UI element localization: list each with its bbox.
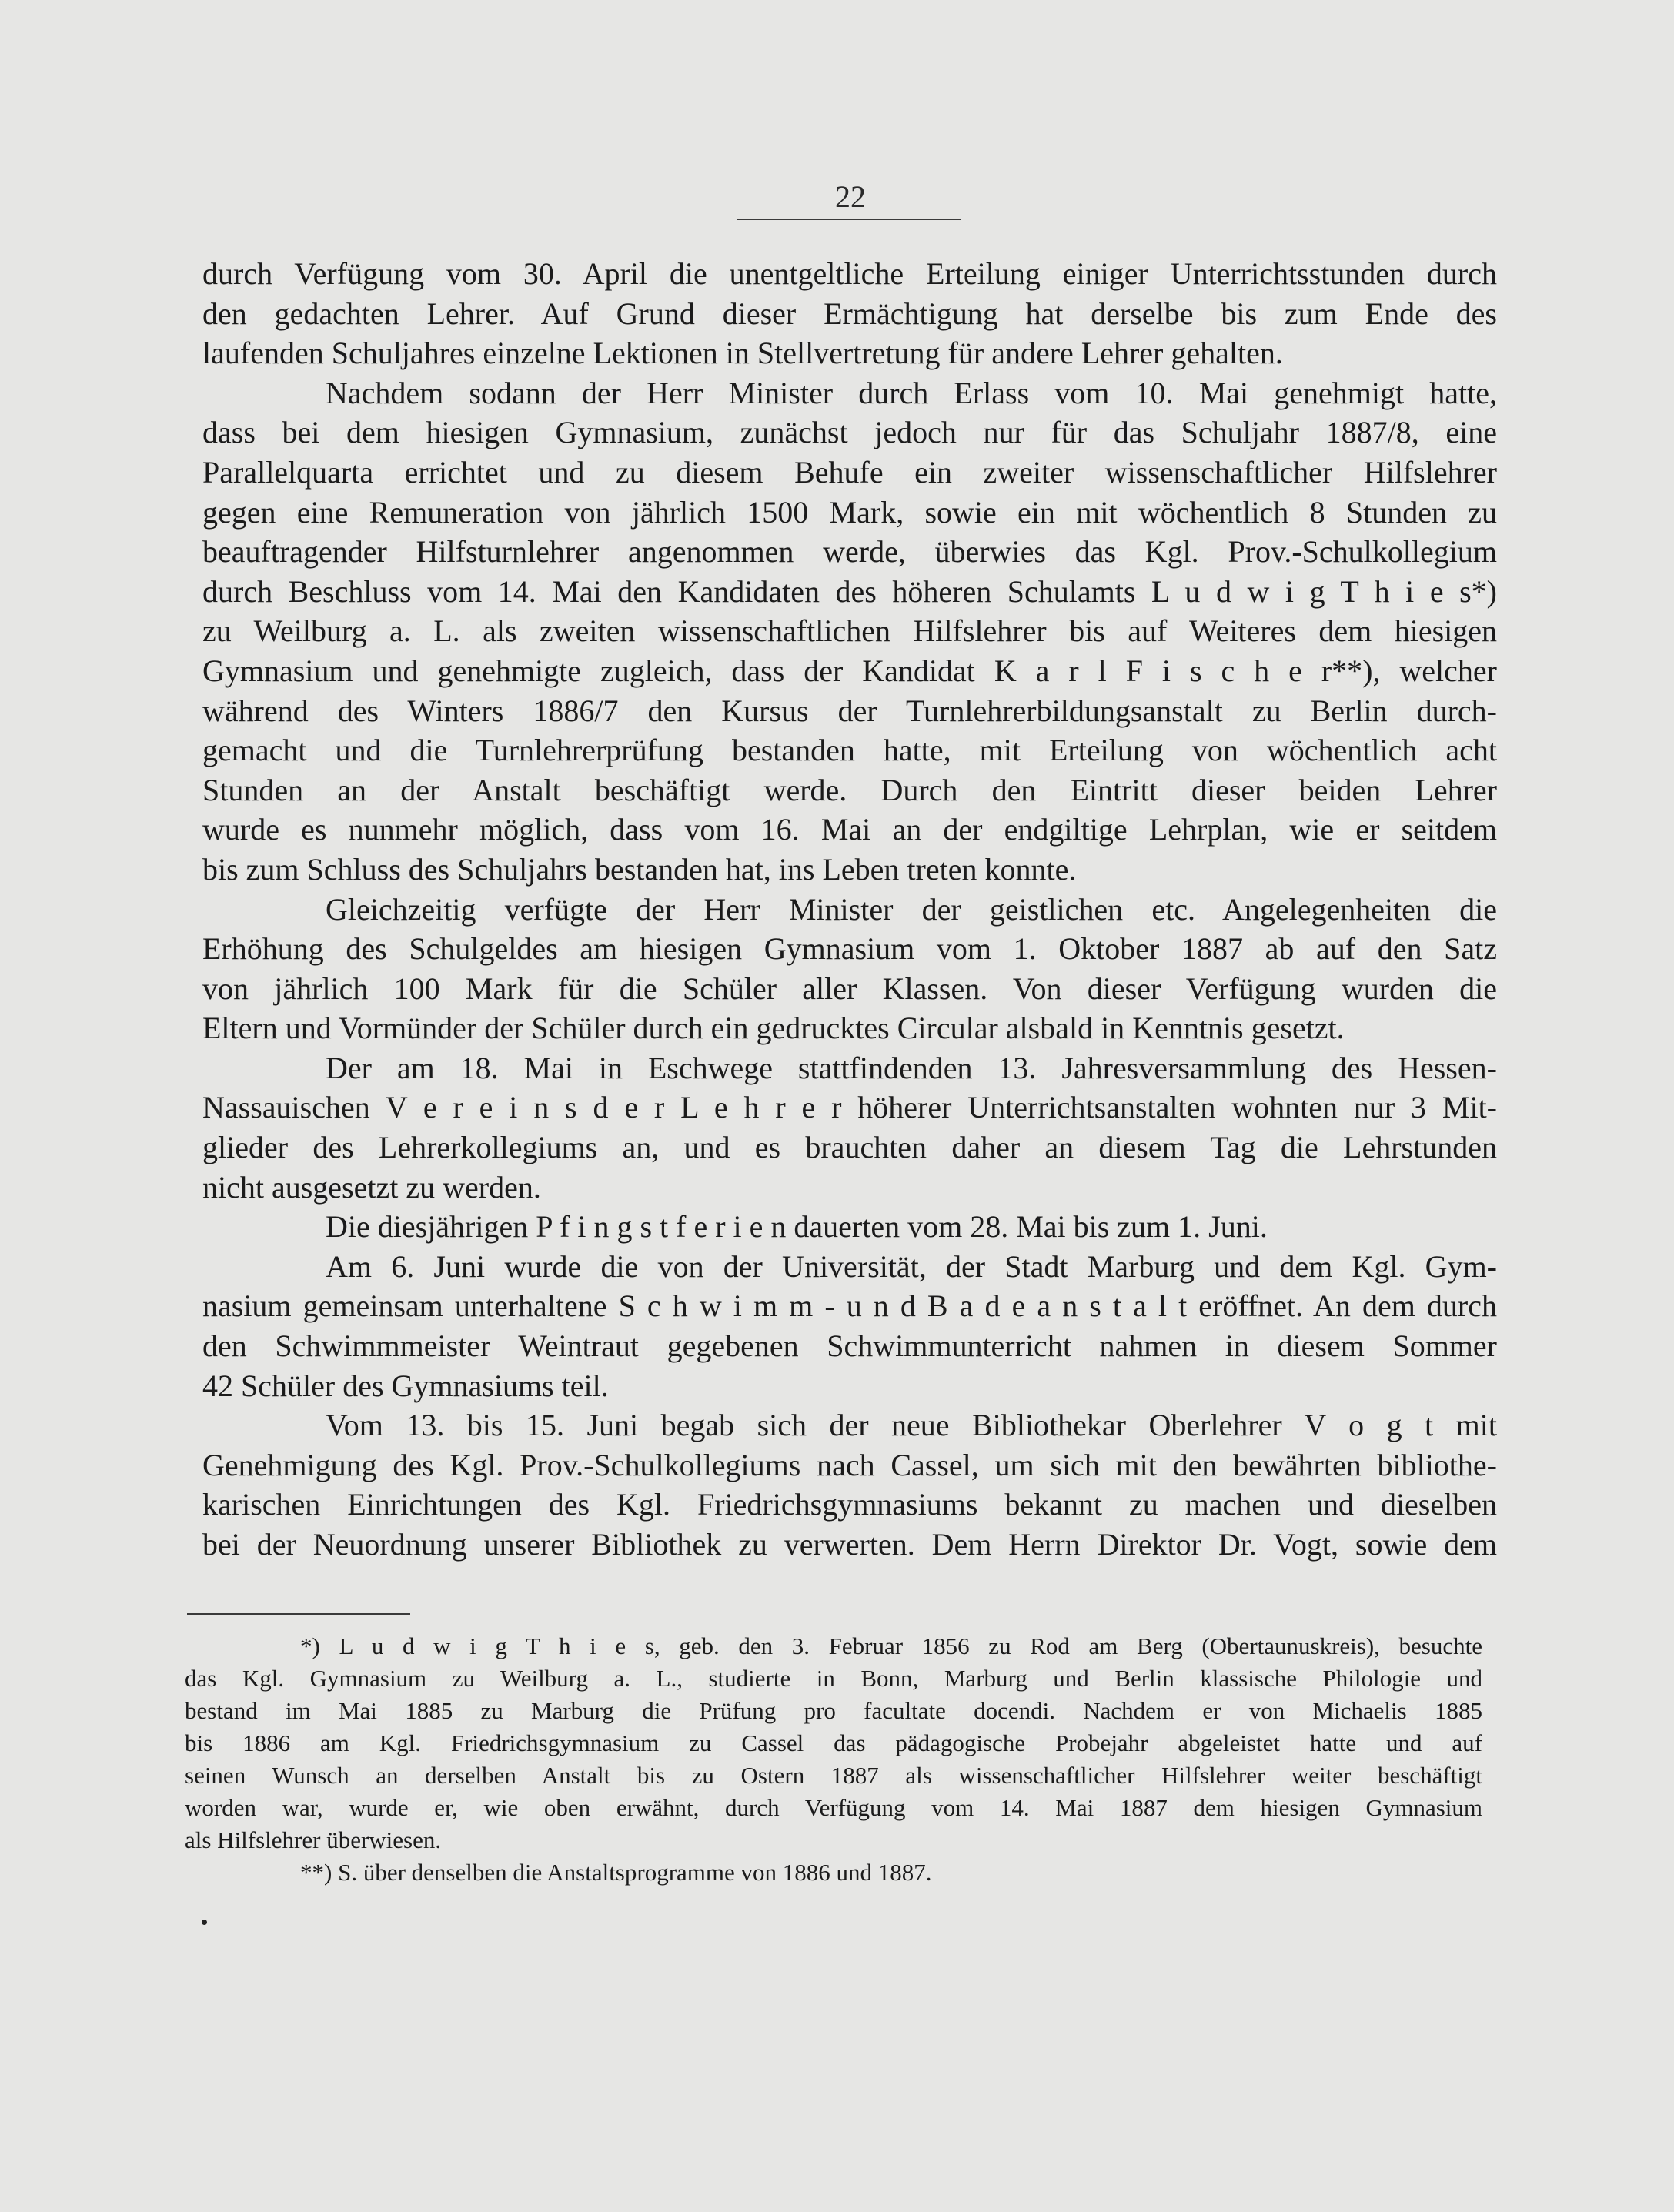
text-line: durch Verfügung vom 30. April die unentgeltliche Erteilung einiger Unterrichtsstunden durch — [202, 256, 1497, 291]
text-line: Die diesjährigen P f i n g s t f e r i e n dauerten vom 28. Mai bis zum 1. Juni. — [326, 1209, 1268, 1245]
text-line: Eltern und Vormünder der Schüler durch ein gedrucktes Circular alsbald in Kenntnis gesetzt. — [202, 1011, 1345, 1046]
text-line: Vom 13. bis 15. Juni begab sich der neue Bibliothekar Oberlehrer V o g t mit — [326, 1408, 1497, 1443]
text-line: Genehmigung des Kgl. Prov.-Schulkollegiums nach Cassel, um sich mit den bewährten bibliothe- — [202, 1447, 1497, 1482]
text-line: laufenden Schuljahres einzelne Lektionen in Stellvertretung für andere Lehrer gehalten. — [202, 336, 1283, 371]
footnote-line: bis 1886 am Kgl. Friedrichsgymnasium zu Cassel das pädagogische Probejahr abgeleistet hatte und auf — [185, 1729, 1482, 1756]
text-line: von jährlich 100 Mark für die Schüler aller Klassen. Von dieser Verfügung wurden die — [202, 971, 1497, 1006]
footnote-line: *) L u d w i g T h i e s, geb. den 3. Februar 1856 zu Rod am Berg (Obertaunuskreis), besuchte — [300, 1632, 1482, 1659]
text-line: Am 6. Juni wurde die von der Universität, der Stadt Marburg und dem Kgl. Gym- — [326, 1248, 1497, 1284]
text-line: Der am 18. Mai in Eschwege stattfindenden 13. Jahresversammlung des Hessen- — [326, 1050, 1497, 1085]
text-line: gemacht und die Turnlehrerprüfung bestanden hatte, mit Erteilung von wöchentlich acht — [202, 733, 1497, 768]
footnote-line: worden war, wurde er, wie oben erwähnt, durch Verfügung vom 14. Mai 1887 dem hiesigen Gymnasium — [185, 1794, 1482, 1821]
footnote-line: seinen Wunsch an derselben Anstalt bis zu Ostern 1887 als wissenschaftlicher Hilfslehrer weiter beschäftigt — [185, 1762, 1482, 1789]
text-line: Nassauischen V e r e i n s d e r L e h r e r höherer Unterrichtsanstalten wohnten nur 3 Mit- — [202, 1090, 1497, 1125]
text-line: nasium gemeinsam unterhaltene S c h w i m m - u n d B a d e a n s t a l t eröffnet. An dem durch — [202, 1288, 1497, 1324]
text-line: zu Weilburg a. L. als zweiten wissenschaftlichen Hilfslehrer bis auf Weiteres dem hiesigen — [202, 613, 1497, 649]
ink-speck — [202, 1920, 207, 1925]
text-line: Nachdem sodann der Herr Minister durch Erlass vom 10. Mai genehmigt hatte, — [326, 375, 1497, 410]
footnotes — [185, 1630, 1482, 1889]
text-line: beauftragender Hilfsturnlehrer angenommen werde, überwies das Kgl. Prov.-Schulkollegium — [202, 534, 1497, 570]
text-line: 42 Schüler des Gymnasiums teil. — [202, 1368, 609, 1403]
text-line: bis zum Schluss des Schuljahrs bestanden hat, ins Leben treten konnte. — [202, 851, 1077, 887]
footnote-line: bestand im Mai 1885 zu Marburg die Prüfung pro facultate docendi. Nachdem er von Michaelis 1885 — [185, 1697, 1482, 1724]
text-line: glieder des Lehrerkollegiums an, und es brauchten daher an diesem Tag die Lehrstunden — [202, 1130, 1497, 1165]
text-line: Gleichzeitig verfügte der Herr Minister der geistlichen etc. Angelegenheiten die — [326, 891, 1497, 927]
page-number: 22 — [835, 179, 866, 214]
footnote-line: das Kgl. Gymnasium zu Weilburg a. L., studierte in Bonn, Marburg und Berlin klassische Philologie und — [185, 1665, 1482, 1692]
text-line: nicht ausgesetzt zu werden. — [202, 1169, 541, 1205]
text-line: karischen Einrichtungen des Kgl. Friedrichsgymnasiums bekannt zu machen und dieselben — [202, 1487, 1497, 1522]
text-line: dass bei dem hiesigen Gymnasium, zunächst jedoch nur für das Schuljahr 1887/8, eine — [202, 415, 1497, 450]
text-line: Erhöhung des Schulgeldes am hiesigen Gymnasium vom 1. Oktober 1887 ab auf den Satz — [202, 931, 1497, 967]
text-line: den gedachten Lehrer. Auf Grund dieser Ermächtigung hat derselbe bis zum Ende des — [202, 296, 1497, 331]
text-line: Stunden an der Anstalt beschäftigt werde. Durch den Eintritt dieser beiden Lehrer — [202, 772, 1497, 807]
text-line: wurde es nunmehr möglich, dass vom 16. Mai an der endgiltige Lehrplan, wie er seitdem — [202, 812, 1497, 847]
text-line: während des Winters 1886/7 den Kursus der Turnlehrerbildungsanstalt zu Berlin durch- — [202, 693, 1497, 728]
text-line: Gymnasium und genehmigte zugleich, dass der Kandidat K a r l F i s c h e r**), welcher — [202, 653, 1497, 688]
footnote-line: **) S. über denselben die Anstaltsprogramme von 1886 und 1887. — [300, 1859, 932, 1886]
text-line: bei der Neuordnung unserer Bibliothek zu verwerten. Dem Herrn Direktor Dr. Vogt, sowie dem — [202, 1527, 1497, 1562]
text-line: Parallelquarta errichtet und zu diesem Behufe ein zweiter wissenschaftlicher Hilfslehrer — [202, 454, 1497, 490]
text-line: den Schwimmmeister Weintraut gegebenen Schwimmunterricht nahmen in diesem Sommer — [202, 1328, 1497, 1364]
footnote-line: als Hilfslehrer überwiesen. — [185, 1826, 442, 1853]
text-line: gegen eine Remuneration von jährlich 1500 Mark, sowie ein mit wöchentlich 8 Stunden zu — [202, 494, 1497, 530]
footnote-rule — [187, 1613, 410, 1615]
body-text — [202, 254, 1497, 1565]
text-line: durch Beschluss vom 14. Mai den Kandidaten des höheren Schulamts L u d w i g T h i e s*) — [202, 573, 1497, 609]
header-rule — [737, 219, 961, 220]
